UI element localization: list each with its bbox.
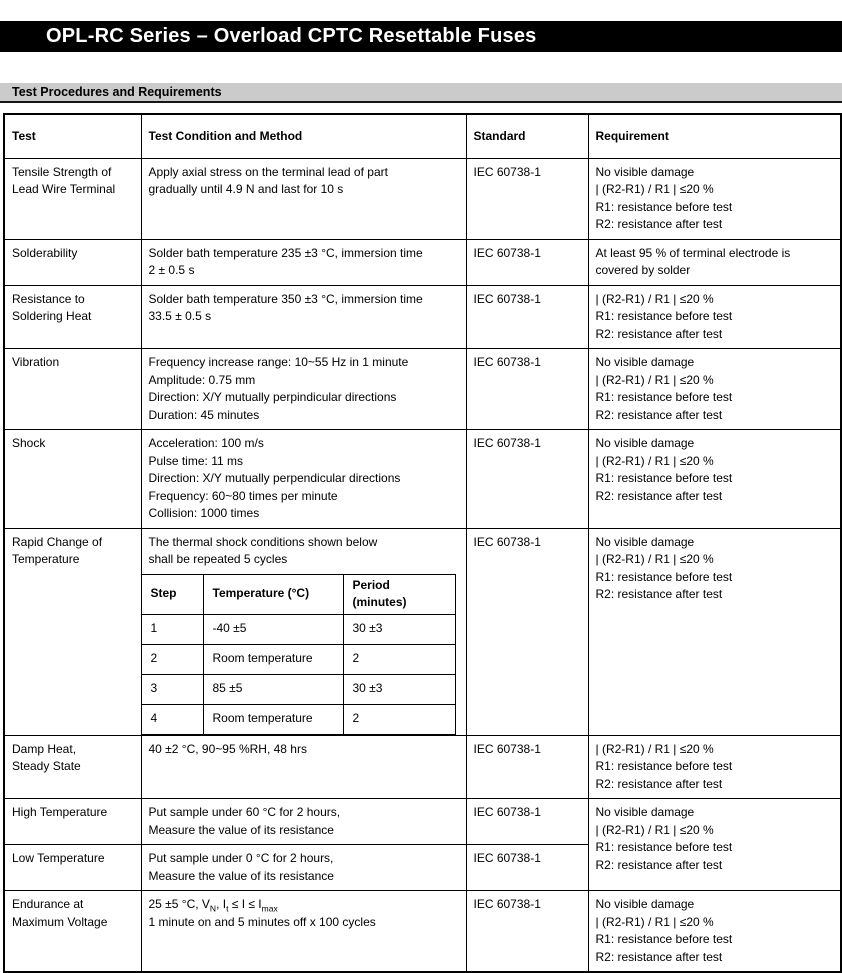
cell-test (4, 285, 141, 349)
subscript: t (226, 903, 229, 914)
cell-test (4, 349, 141, 430)
requirement-line: | (R2-R1) / R1 | ≤20 % (595, 822, 714, 837)
section-title: Test Procedures and Requirements (12, 85, 222, 99)
requirement-line: R2: resistance after test (595, 587, 723, 601)
requirement-line: | (R2-R1) / R1 | ≤20 % (595, 372, 714, 387)
test-line: Solderability (12, 245, 78, 260)
condition-segment: ≤ I ≤ I (228, 897, 262, 911)
requirement-line: | (R2-R1) / R1 | ≤20 % (595, 453, 714, 468)
subscript: max (261, 903, 278, 914)
condition-text (142, 529, 466, 569)
table-row-high-temperature (4, 799, 841, 845)
nested-cell-period: 30 ±3 (343, 674, 455, 704)
requirement-line: covered by solder (595, 263, 691, 277)
test-line: High Temperature (12, 805, 108, 819)
thermal-shock-row (141, 614, 455, 644)
column-header-condition: Test Condition and Method (141, 114, 466, 158)
cell-test (4, 239, 141, 285)
nested-cell-period: 2 (343, 644, 455, 674)
requirement-line: No visible damage (595, 897, 695, 911)
table-header-row (4, 114, 841, 158)
section-header-bar (0, 83, 842, 103)
condition-segment: , I (216, 897, 227, 911)
table-row-rapid-change-temperature (4, 528, 841, 735)
requirement-line: At least 95 % of terminal electrode is (595, 245, 791, 260)
nested-cell-temperature: Room temperature (203, 644, 343, 674)
cell-standard: IEC 60738-1 (466, 799, 588, 845)
cell-test (4, 799, 141, 845)
nested-cell-step: 4 (141, 704, 203, 734)
requirement-line: | (R2-R1) / R1 | ≤20 % (595, 291, 714, 306)
cell-test (4, 158, 141, 239)
condition-line: 1 minute on and 5 minutes off x 100 cycles (148, 914, 376, 929)
cell-requirement-merged (588, 799, 841, 891)
cell-requirement (588, 430, 841, 529)
cell-test (4, 845, 141, 891)
thermal-shock-header-row (141, 574, 455, 614)
requirement-line: R2: resistance after test (595, 326, 723, 341)
condition-line-subscripted (149, 896, 459, 914)
condition-line: 40 ±2 °C, 90~95 %RH, 48 hrs (148, 741, 307, 756)
requirement-line: R1: resistance before test (595, 309, 733, 323)
nested-cell-step: 2 (141, 644, 203, 674)
cell-condition (141, 158, 466, 239)
nested-column-header-period: Period (minutes) (343, 574, 455, 614)
test-line: Damp Heat, (12, 741, 77, 756)
cell-condition (141, 735, 466, 799)
table-row-vibration (4, 349, 841, 430)
cell-requirement (588, 239, 841, 285)
column-header-standard: Standard (466, 114, 588, 158)
cell-test (4, 430, 141, 529)
condition-line: Solder bath temperature 235 ±3 °C, immersion time (148, 245, 423, 260)
cell-standard: IEC 60738-1 (466, 845, 588, 891)
requirement-line: No visible damage (595, 805, 695, 819)
condition-line: Solder bath temperature 350 ±3 °C, immersion time (148, 291, 423, 306)
test-line: Steady State (12, 759, 81, 773)
nested-cell-temperature: Room temperature (203, 704, 343, 734)
condition-line: Measure the value of its resistance (148, 868, 334, 883)
nested-cell-step: 3 (141, 674, 203, 704)
requirement-line: | (R2-R1) / R1 | ≤20 % (595, 914, 714, 929)
cell-requirement (588, 349, 841, 430)
requirement-line: | (R2-R1) / R1 | ≤20 % (595, 552, 714, 566)
nested-column-header-step: Step (141, 574, 203, 614)
cell-standard: IEC 60738-1 (466, 239, 588, 285)
condition-line: Collision: 1000 times (148, 506, 260, 520)
nested-cell-temperature: -40 ±5 (203, 614, 343, 644)
requirement-line: No visible damage (595, 164, 695, 179)
requirement-line: R2: resistance after test (595, 857, 723, 872)
condition-line: Acceleration: 100 m/s (148, 436, 264, 450)
thermal-shock-row (141, 644, 455, 674)
cell-condition (141, 430, 466, 529)
test-line: Rapid Change of (12, 534, 103, 549)
table-row-endurance (4, 891, 841, 973)
requirement-line: | (R2-R1) / R1 | ≤20 % (595, 182, 714, 196)
table-row-damp-heat (4, 735, 841, 799)
thermal-shock-row (141, 674, 455, 704)
nested-cell-step: 1 (141, 614, 203, 644)
cell-requirement (588, 528, 841, 735)
thermal-shock-table (141, 574, 456, 735)
subscript: N (209, 903, 217, 914)
cell-condition (141, 239, 466, 285)
cell-test (4, 735, 141, 799)
condition-segment: 25 ±5 °C, V (148, 897, 210, 911)
cell-condition (141, 349, 466, 430)
condition-line: Frequency: 60~80 times per minute (148, 488, 338, 503)
nested-cell-temperature: 85 ±5 (203, 674, 343, 704)
cell-standard: IEC 60738-1 (466, 891, 588, 973)
condition-line: Direction: X/Y mutually perpendicular directions (148, 471, 401, 485)
cell-requirement (588, 158, 841, 239)
cell-standard: IEC 60738-1 (466, 430, 588, 529)
cell-standard: IEC 60738-1 (466, 285, 588, 349)
table-row-shock (4, 430, 841, 529)
cell-standard: IEC 60738-1 (466, 735, 588, 799)
test-line: Tensile Strength of (12, 164, 112, 179)
condition-line: Measure the value of its resistance (148, 822, 334, 837)
table-row-tensile-strength (4, 158, 841, 239)
condition-line: gradually until 4.9 N and last for 10 s (148, 182, 344, 196)
condition-line: Put sample under 60 °C for 2 hours, (148, 805, 341, 819)
requirement-line: R1: resistance before test (595, 471, 733, 485)
table-row-solderability (4, 239, 841, 285)
nested-column-header-temperature: Temperature (°C) (203, 574, 343, 614)
cell-test (4, 528, 141, 735)
test-line: Shock (12, 436, 46, 450)
column-header-test: Test (4, 114, 141, 158)
requirement-line: R1: resistance before test (595, 390, 733, 404)
cell-requirement (588, 285, 841, 349)
condition-line: Direction: X/Y mutually perpindicular directions (148, 390, 397, 404)
test-procedures-table (3, 113, 842, 973)
column-header-requirement: Requirement (588, 114, 841, 158)
condition-line: Pulse time: 11 ms (148, 453, 243, 468)
condition-line: Put sample under 0 °C for 2 hours, (148, 851, 334, 865)
requirement-line: R2: resistance after test (595, 217, 723, 231)
cell-condition (141, 799, 466, 845)
cell-standard: IEC 60738-1 (466, 349, 588, 430)
condition-line: 33.5 ± 0.5 s (148, 309, 212, 323)
cell-standard: IEC 60738-1 (466, 528, 588, 735)
condition-line: 2 ± 0.5 s (148, 263, 195, 277)
requirement-line: R2: resistance after test (595, 949, 723, 964)
requirement-line: R2: resistance after test (595, 488, 723, 503)
condition-line: Frequency increase range: 10~55 Hz in 1 minute (148, 355, 409, 369)
condition-line: Duration: 45 minutes (148, 407, 260, 422)
requirement-line: R1: resistance before test (595, 759, 733, 773)
condition-line: shall be repeated 5 cycles (148, 552, 288, 566)
test-line: Soldering Heat (12, 309, 92, 323)
cell-condition (141, 891, 466, 973)
page-title-bar (0, 21, 842, 52)
requirement-line: No visible damage (595, 436, 695, 450)
requirement-line: No visible damage (595, 534, 695, 549)
test-line: Resistance to (12, 291, 85, 306)
test-line: Low Temperature (12, 851, 105, 865)
test-line: Endurance at (12, 897, 84, 911)
condition-line: Amplitude: 0.75 mm (148, 372, 256, 387)
cell-condition (141, 285, 466, 349)
test-line: Maximum Voltage (12, 914, 108, 929)
cell-standard: IEC 60738-1 (466, 158, 588, 239)
cell-condition (141, 528, 466, 735)
cell-condition (141, 845, 466, 891)
requirement-line: | (R2-R1) / R1 | ≤20 % (595, 741, 714, 756)
test-line: Vibration (12, 355, 60, 369)
requirement-line: R1: resistance before test (595, 932, 733, 946)
requirement-line: R2: resistance after test (595, 776, 723, 791)
table-row-resistance-soldering-heat (4, 285, 841, 349)
condition-line: The thermal shock conditions shown below (148, 534, 378, 549)
test-line: Temperature (12, 552, 80, 566)
nested-cell-period: 2 (343, 704, 455, 734)
requirement-line: R1: resistance before test (595, 199, 733, 214)
thermal-shock-row (141, 704, 455, 734)
requirement-line: R1: resistance before test (595, 840, 733, 854)
condition-line: Apply axial stress on the terminal lead of part (148, 164, 388, 179)
page-title: OPL-RC Series – Overload CPTC Resettable Fuses (46, 25, 537, 47)
requirement-line: No visible damage (595, 355, 695, 369)
cell-test (4, 891, 141, 973)
test-line: Lead Wire Terminal (12, 182, 116, 196)
requirement-line: R2: resistance after test (595, 407, 723, 422)
requirement-line: R1: resistance before test (595, 569, 733, 584)
nested-cell-period: 30 ±3 (343, 614, 455, 644)
cell-requirement (588, 735, 841, 799)
cell-requirement (588, 891, 841, 973)
